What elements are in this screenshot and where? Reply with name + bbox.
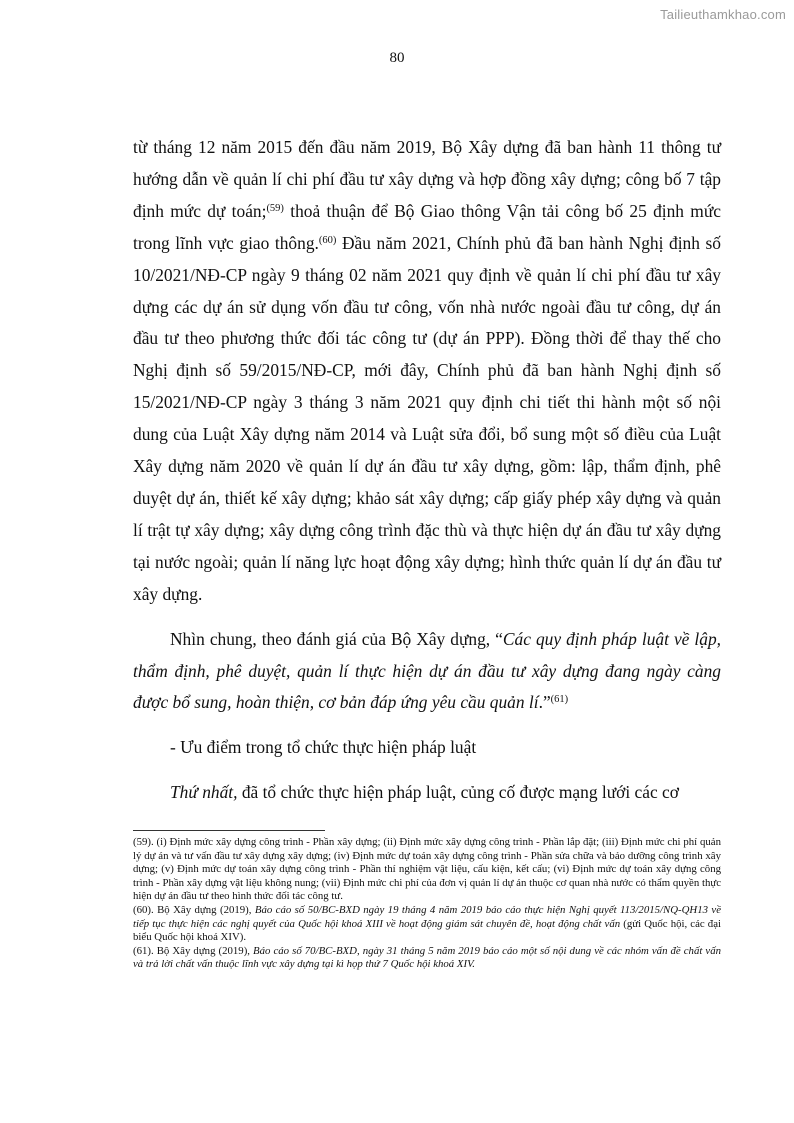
paragraph-4-text: đã tổ chức thực hiện pháp luật, củng cố được mạng lưới các cơ (237, 782, 679, 803)
footnote-61-title: Báo cáo số 70/BC-BXD, ngày 31 tháng 5 năm 2019 báo cáo một số nội dung về các nhóm vấn đề chất vấn và trả lời chất vấn thuộc lĩnh vực xây dựng tại kì họp thứ 7 Quốc hội khoá XIV. (133, 944, 721, 971)
footnote-ref-61: (61) (550, 694, 569, 706)
body-text (133, 132, 721, 809)
paragraph-1-text-b: thoả thuận để Bộ Giao thông Vận tải công bố 25 định mức trong lĩnh vực giao thông. (133, 200, 721, 253)
page-number: 80 (389, 50, 405, 66)
footnote-60-title: Báo cáo số 50/BC-BXD ngày 19 tháng 4 năm 2019 báo cáo thực hiện Nghị quyết 113/2015/NQ-QH13 về tiếp tục thực hiện các nghị quyết của Quốc hội khoá XIII về hoạt động giám sát chuyên đề, hoạt động chất vấn (133, 903, 721, 930)
footnote-60-note: (gửi Quốc hội, các đại biểu Quốc hội khoá XIV). (133, 917, 721, 944)
paragraph-1 (133, 132, 721, 611)
paragraph-2-lead: Nhìn chung, theo đánh giá của Bộ Xây dựng, “ (170, 628, 503, 649)
paragraph-2-quote: Các quy định pháp luật về lập, thẩm định, phê duyệt, quản lí thực hiện dự án đầu tư xây dựng đang ngày càng được bổ sung, hoàn thiện, cơ bản đáp ứng yêu cầu quản lí (133, 628, 721, 713)
paragraph-2-tail: .” (538, 692, 551, 713)
footnotes (133, 836, 721, 972)
footnote-60 (133, 904, 721, 945)
footnote-separator (133, 830, 325, 831)
paragraph-4-lead: Thứ nhất, (170, 782, 238, 803)
paragraph-3: - Ưu điểm trong tổ chức thực hiện pháp luật (170, 737, 477, 758)
footnote-59: (59). (i) Định mức xây dựng công trình - Phần xây dựng; (ii) Định mức xây dựng công trình - Phần lắp đặt; (iii) Định mức chi phí quản lý dự án và tư vấn đầu tư xây dựng xây dựng; (iv) Định mức dự toán xây dựng công trình - Phần sửa chữa và bảo dưỡng công trình xây dựng; (v) Định mức dự toán xây dựng công trình - Phần thí nghiệm vật liệu, cấu kiện, kết cấu; (vi) Định mức dự toán xây dựng công trình - Phần xây dựng vật liệu không nung; (vii) Định mức chi phí của đơn vị quản lí dự án thuộc cơ quan nhà nước có thẩm quyền thực hiện dự án đầu tư theo hình thức đối tác công tư. (133, 836, 721, 903)
footnote-ref-60: (60) (318, 234, 337, 246)
paragraph-2 (133, 624, 721, 720)
footnote-61-author: (61). Bộ Xây dựng (2019), (133, 944, 254, 957)
paragraph-1-text-a: từ tháng 12 năm 2015 đến đầu năm 2019, Bộ Xây dựng đã ban hành 11 thông tư hướng dẫn về quản lí chi phí đầu tư xây dựng và hợp đồng xây dựng; công bố 7 tập định mức dự toán; (133, 137, 721, 221)
paragraph-4 (133, 777, 721, 809)
paragraph-1-text-c: Đầu năm 2021, Chính phủ đã ban hành Nghị định số 10/2021/NĐ-CP ngày 9 tháng 02 năm 2021 quy định về quản lí chi phí đầu tư xây dựng các dự án sử dụng vốn đầu tư công, vốn nhà nước ngoài đầu tư công, dự án đầu tư theo phương thức đối tác công tư (dự án PPP). Đồng thời để thay thế cho Nghị định số 59/2015/NĐ-CP, mới đây, Chính phủ đã ban hành Nghị định số 15/2021/NĐ-CP ngày 3 tháng 3 năm 2021 quy định chi tiết thi hành một số nội dung của Luật Xây dựng năm 2014 và Luật sửa đổi, bổ sung một số điều của Luật Xây dựng năm 2020 về quản lí dự án đầu tư xây dựng, gồm: lập, thẩm định, phê duyệt dự án, thiết kế xây dựng; khảo sát xây dựng; cấp giấy phép xây dựng và quản lí trật tự xây dựng; xây dựng công trình đặc thù và thực hiện dự án đầu tư xây dựng tại nước ngoài; quản lí năng lực hoạt động xây dựng; hình thức quản lí dự án đầu tư xây dựng. (133, 232, 721, 604)
footnote-60-author: (60). Bộ Xây dựng (2019), (133, 903, 255, 916)
footnote-61 (133, 945, 721, 972)
footnote-ref-59: (59) (266, 202, 284, 214)
watermark: Tailieuthamkhao.com (660, 7, 786, 22)
